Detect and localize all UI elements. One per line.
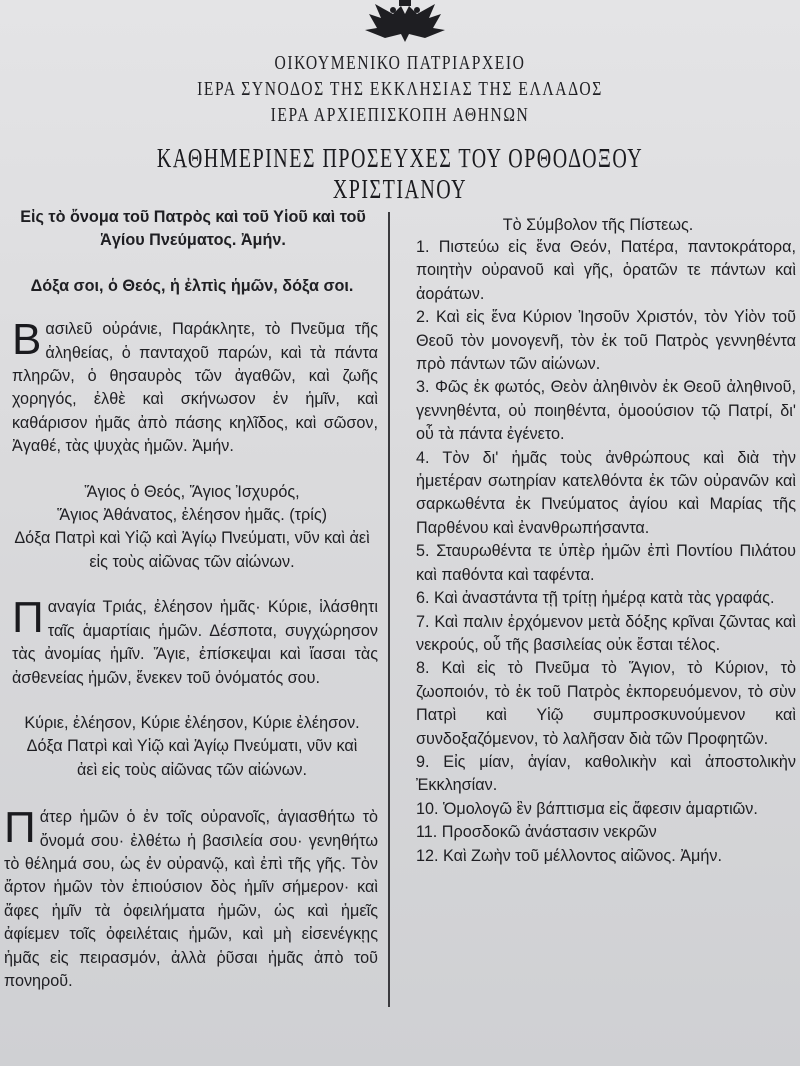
drop-cap: Β [12,315,42,365]
creed-article: 6. Καὶ ἀναστάντα τῇ τρίτῃ ἡμέρᾳ κατὰ τὰς γραφάς. [416,589,775,608]
column-divider [388,212,390,1007]
double-headed-eagle-emblem [305,0,505,48]
pater-prayer [0,803,384,993]
kyrie-line-2: Δόξα Πατρὶ καὶ Υἱῷ καὶ Ἁγίῳ Πνεύματι, νῦν καὶ ἀεὶ εἰς τοὺς αἰῶνας τῶν αἰώνων. [26,737,358,779]
creed-article: 4. Τὸν δι' ἡμᾶς τοὺς ἀνθρώπους καὶ διὰ τὴν ἡμετέραν σωτηρίαν κατελθόντα ἐκ τῶν οὐρανῶν καὶ σαρκωθέντα ἐκ Πνεύματος ἁγίου καὶ Μαρίας τῆς Παρθένου καὶ ἐνανθρωπήσαντα. [416,448,796,537]
left-column [0,206,384,993]
invocation: Εἰς τὸ ὄνομα τοῦ Πατρὸς καὶ τοῦ Υἱοῦ καὶ τοῦ Ἁγίου Πνεύματος. Ἀμήν. [20,208,366,250]
creed-title: Τὸ Σύμβολον τῆς Πίστεως. [502,216,694,234]
creed-articles [396,236,800,868]
trisagion-line-2: Ἅγιος Ἀθάνατος, ἐλέησον ἡμᾶς. (τρίς) [56,506,328,525]
synod-line: ΙΕΡΑ ΣΥΝΟΔΟΣ ΤΗΣ ΕΚΚΛΗΣΙΑΣ ΤΗΣ ΕΛΛΑΔΟΣ [197,78,603,100]
page-title: ΚΑΘΗΜΕΡΙΝΕΣ ΠΡΟΣΕΥΧΕΣ ΤΟΥ ΟΡΘΟΔΟΞΟΥ ΧΡΙΣΤΙΑΝΟΥ [156,143,644,204]
creed-article: 9. Εἰς μίαν, ἁγίαν, καθολικὴν καὶ ἀποστολικὴν Ἐκκλησίαν. [416,752,796,795]
trisagion-prayer [0,481,384,575]
drop-cap: Π [12,593,44,643]
right-column [396,214,800,868]
basileu-prayer [0,315,384,458]
panagia-text: αναγία Τριάς, ἐλέησον ἡμᾶς· Κύριε, ἱλάσθητι ταῖς ἁμαρτίαις ἡμῶν. Δέσποτα, συγχώρησον τὰς ἀνομίας ἡμῖν. Ἅγιε, ἐπίσκεψαι καὶ ἴασαι τὰς ἀσθενείας ἡμῶν, ἕνεκεν τοῦ ὀνόματός σου. [12,598,378,687]
drop-cap: Π [4,803,36,853]
creed-article: 8. Καὶ εἰς τὸ Πνεῦμα τὸ Ἅγιον, τὸ Κύριον, τὸ ζωοποιόν, τὸ ἐκ τοῦ Πατρὸς ἐκπορευόμενον, τὸ σὺν Πατρὶ καὶ Υἱῷ συμπροσκυνούμενον καὶ συνδοξαζόμενον, τὸ λαλῆσαν διὰ τῶν Προφητῶν. [416,659,796,748]
trisagion-line-1: Ἅγιος ὁ Θεός, Ἅγιος Ἰσχυρός, [84,482,300,501]
creed-article: 5. Σταυρωθέντα τε ὑπὲρ ἡμῶν ἐπὶ Ποντίου Πιλάτου καὶ παθόντα καὶ ταφέντα. [416,542,796,584]
creed-article: 12. Καὶ Ζωὴν τοῦ μέλλοντος αἰῶνος. Ἀμήν. [416,846,722,865]
basileu-text: ασιλεῦ οὐράνιε, Παράκλητε, τὸ Πνεῦμα τῆς ἀληθείας, ὁ πανταχοῦ παρών, καὶ τὰ πάντα πληρῶν, ὁ θησαυρὸς τῶν ἀγαθῶν, καὶ ζωῆς χορηγός, ἐλθὲ καὶ σκήνωσον ἐν ἡμῖν, καὶ καθάρισον ἡμᾶς ἀπὸ πάσης κηλῖδος, καὶ σῶσον, Ἀγαθέ, τὰς ψυχὰς ἡμῶν. Ἀμήν. [12,320,378,456]
creed-article: 3. Φῶς ἐκ φωτός, Θεὸν ἀληθινὸν ἐκ Θεοῦ ἀληθινοῦ, γεννηθέντα, οὐ ποιηθέντα, ὁμοούσιον τῷ Πατρί, δι' οὗ τὰ πάντα ἐγένετο. [416,378,796,444]
pater-text: άτερ ἡμῶν ὁ ἐν τοῖς οὐρανοῖς, ἁγιασθήτω τὸ ὄνομά σου· ἐλθέτω ἡ βασιλεία σου· γενηθήτω τὸ θέλημά σου, ὡς ἐν οὐρανῷ, καὶ ἐπὶ τῆς γῆς. Τὸν ἄρτον ἡμῶν τὸν ἐπιούσιον δὸς ἡμῖν σήμερον· καὶ ἄφες ἡμῖν τὰ ὀφειλήματα ἡμῶν, ὡς καὶ ἡμεῖς ἀφίεμεν τοῖς ὀφειλέταις ἡμῶν, καὶ μὴ εἰσενέγκῃς ἡμᾶς εἰς πειρασμόν, ἀλλὰ ῥῦσαι ἡμᾶς ἀπὸ τοῦ πονηροῦ. [4,808,378,990]
patriarchate-line: ΟΙΚΟΥΜΕΝΙΚΟ ΠΑΤΡΙΑΡΧΕΙΟ [274,52,526,74]
kyrie-line-1: Κύριε, ἐλέησον, Κύριε ἐλέησον, Κύριε ἐλέησον. [24,713,360,732]
creed-article: 10. Ὁμολογῶ ἓν βάπτισμα εἰς ἄφεσιν ἁμαρτιῶν. [416,799,758,818]
kyrie-prayer [0,712,384,782]
creed-article: 7. Καὶ παλιν ἐρχόμενον μετὰ δόξης κρῖναι ζῶντας καὶ νεκρούς, οὗ τῆς βασιλείας οὐκ ἔσται τέλος. [416,612,796,654]
creed-article: 2. Καὶ εἰς ἕνα Κύριον Ἰησοῦν Χριστόν, τὸν Υἱὸν τοῦ Θεοῦ τὸν μονογενῆ, τὸν ἐκ τοῦ Πατρὸς γεννηθέντα πρὸ πάντων τῶν αἰώνων. [416,308,796,374]
panagia-prayer [0,593,384,690]
archdiocese-line: ΙΕΡΑ ΑΡΧΙΕΠΙΣΚΟΠΗ ΑΘΗΝΩΝ [270,104,530,126]
trisagion-line-3: Δόξα Πατρὶ καὶ Υἱῷ καὶ Ἁγίῳ Πνεύματι, νῦν καὶ ἀεὶ εἰς τοὺς αἰῶνας τῶν αἰώνων. [14,529,370,571]
header [0,50,800,128]
creed-article: 11. Προσδοκῶ ἀνάστασιν νεκρῶν [416,823,657,842]
doxa-line: Δόξα σοι, ὁ Θεός, ἡ ἐλπὶς ἡμῶν, δόξα σοι. [30,276,354,295]
creed-article: 1. Πιστεύω εἰς ἕνα Θεόν, Πατέρα, παντοκράτορα, ποιητὴν οὐρανοῦ καὶ γῆς, ὁρατῶν τε πάντων καὶ ἀοράτων. [416,238,796,303]
